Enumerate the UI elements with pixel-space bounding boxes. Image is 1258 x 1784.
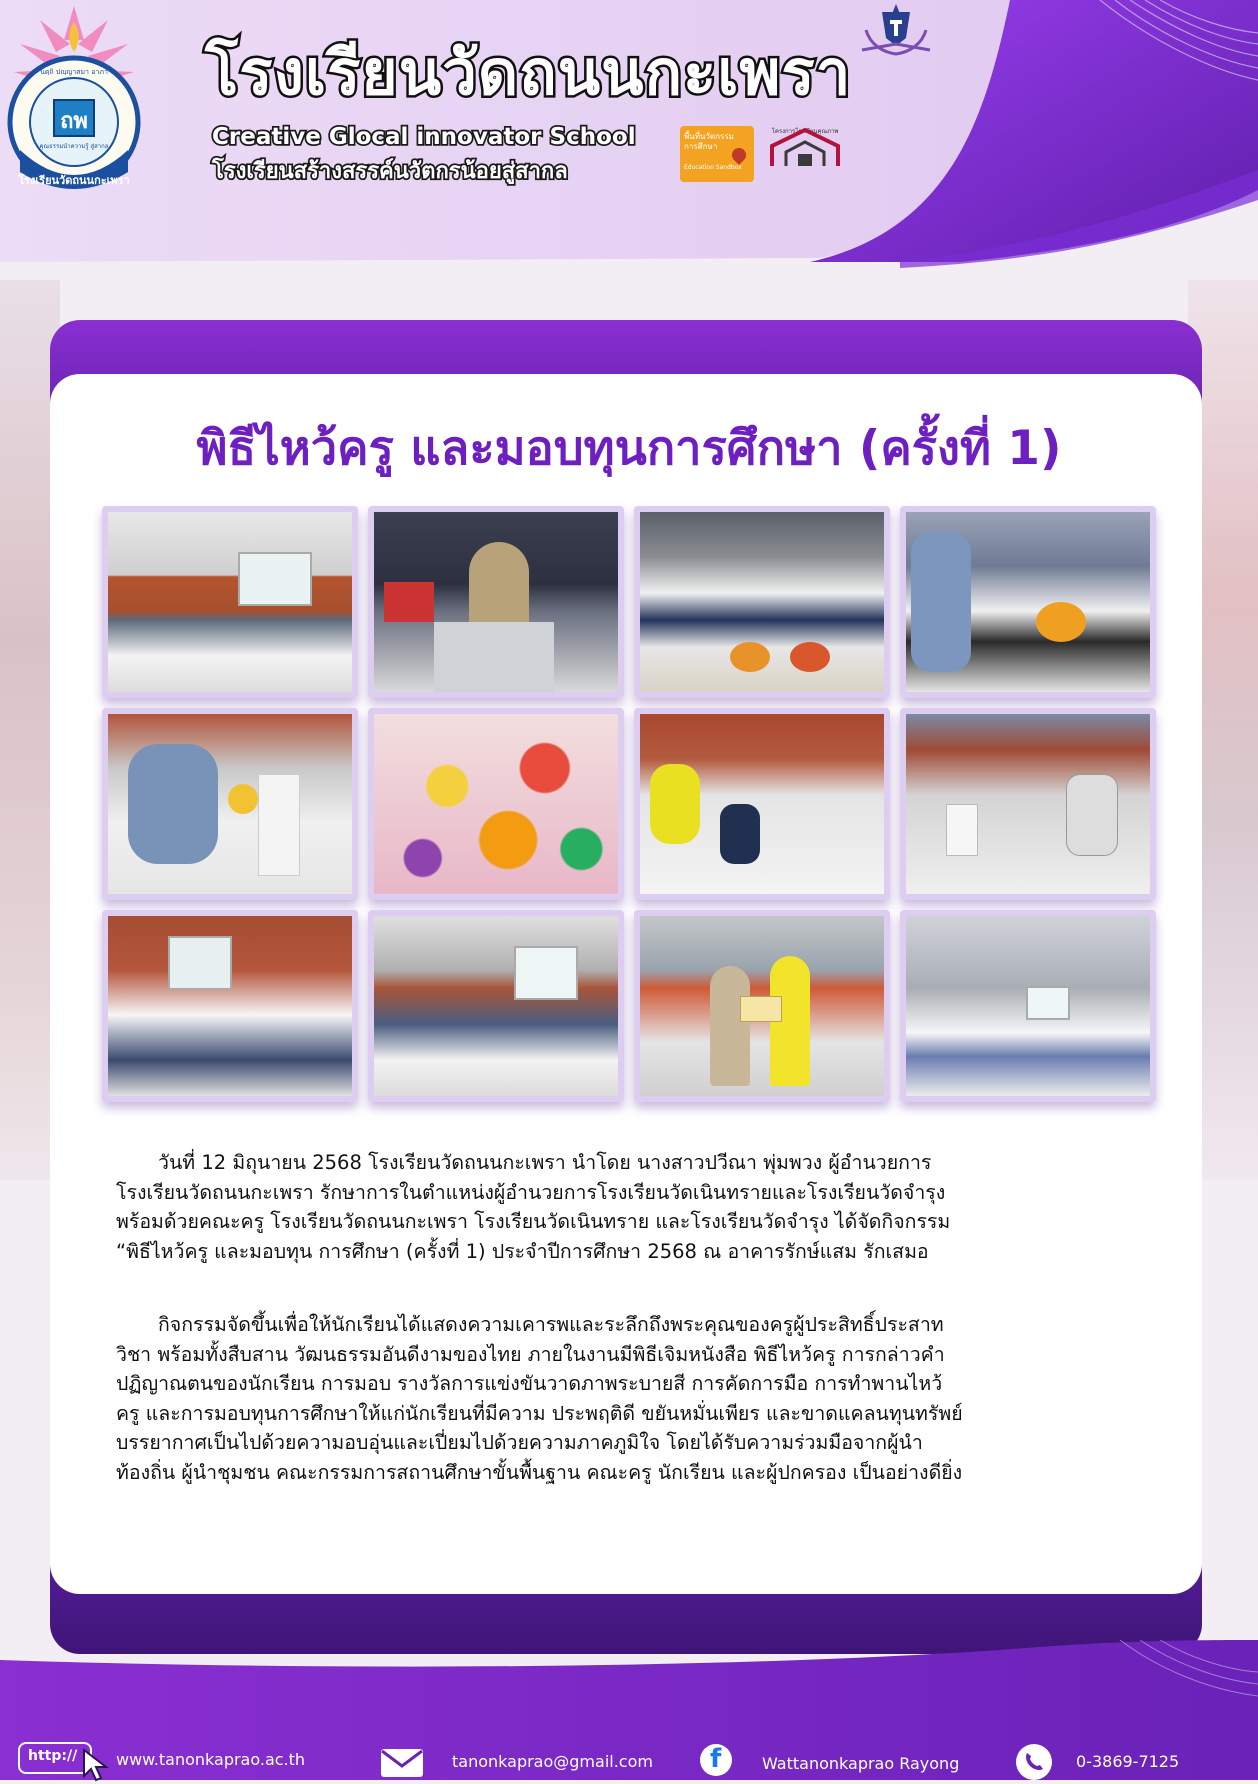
paragraph-line: ปฏิญาณตนของนักเรียน การมอบ รางวัลการแข่งขันวาดภาพระบายสี การคัดการมือ การทำพานไหว้: [116, 1372, 943, 1395]
phone-number: 0-3869-7125: [1076, 1752, 1180, 1771]
quality-school-badge: โครงการโรงเรียนคุณภาพ: [766, 126, 844, 182]
website-link[interactable]: www.tanonkaprao.ac.th: [116, 1750, 306, 1769]
students-bowing-photo: [900, 506, 1156, 698]
school-name: โรงเรียนวัดถนนกะเพรา: [205, 36, 852, 109]
school-logo: [0, 0, 148, 190]
svg-text:ถพ: ถพ: [60, 109, 88, 134]
cursor-icon: [82, 1748, 110, 1784]
paragraph-line: ท้องถิ่น ผู้นำชุมชน คณะกรรมการสถานศึกษาขั้นพื้นฐาน คณะครู นักเรียน และผู้ปกครอง เป็นอย่างดียิ่ง: [116, 1460, 963, 1484]
paragraph-line: บรรยากาศเป็นไปด้วยความอบอุ่นและเปี่ยมไปด้วยความภาคภูมิใจ โดยได้รับความร่วมมือจากผู้นำ: [116, 1431, 923, 1454]
svg-text:โรงเรียนวัดถนนกะเพรา: โรงเรียนวัดถนนกะเพรา: [18, 174, 130, 187]
students-kneeling-photo: [900, 708, 1156, 900]
paragraph-line: โรงเรียนวัดถนนกะเพรา รักษาการในตำแหน่งผู้อำนวยการโรงเรียนวัดเนินทรายและโรงเรียนวัดจำรุง: [116, 1180, 946, 1204]
hall-assembly-photo: [368, 910, 624, 1102]
paragraph-line: พร้อมด้วยคณะครู โรงเรียนวัดถนนกะเพรา โรงเรียนวัดเนินทราย และโรงเรียนวัดจำรุง ได้จัดกิจกรรม: [116, 1210, 951, 1233]
body-paragraph-2: [116, 1310, 1156, 1487]
paragraph-line: กิจกรรมจัดขึ้นเพื่อให้นักเรียนได้แสดงความเคารพและระลึกถึงพระคุณของครูผู้ประสิทธิ์ประสาท: [158, 1313, 944, 1336]
page-title: พิธีไหว้ครู และมอบทุนการศึกษา (ครั้งที่ 1): [196, 421, 1062, 476]
education-crest-badge: [856, 0, 936, 58]
paragraph-line: วิชา พร้อมทั้งสืบสาน วัฒนธรรมอันดีงามของไทย ภายในงานมีพิธีเจิมหนังสือ พิธีไหว้ครู การกล่าวคำ: [116, 1342, 945, 1366]
certificate-presentation-photo: [634, 910, 890, 1102]
speaker-podium-photo: [368, 506, 624, 698]
paragraph-line: “พิธีไหว้ครู และมอบทุน การศึกษา (ครั้งที่ 1) ประจำปีการศึกษา 2568 ณ อาคารรักษ์แสม รักเสมอ: [116, 1239, 929, 1263]
students-lineup-photo: [634, 506, 890, 698]
full-assembly-photo: [900, 910, 1156, 1102]
education-sandbox-badge: พื้นที่นวัตกรรม การศึกษา Education Sandbox: [680, 126, 754, 182]
phone-icon: [1016, 1744, 1052, 1780]
ceremony-hall-photo: [102, 506, 358, 698]
paragraph-line: ครู และการมอบทุนการศึกษาให้แก่นักเรียนที่มีความ ประพฤติดี ขยันหมั่นเพียร และขาดแคลนทุนทรัพย์: [116, 1401, 963, 1425]
paragraph-line: วันที่ 12 มิถุนายน 2568 โรงเรียนวัดถนนกะเพรา นำโดย นางสาวปวีณา พุ่มพวง ผู้อำนวยการ: [158, 1151, 932, 1174]
mail-icon: [380, 1748, 424, 1778]
email-link[interactable]: tanonkaprao@gmail.com: [452, 1752, 653, 1771]
http-box: http://: [18, 1742, 92, 1774]
facebook-link[interactable]: Wattanonkaprao Rayong: [762, 1754, 960, 1773]
footer: [0, 1640, 1258, 1780]
facebook-icon: f: [700, 1744, 732, 1776]
svg-text:นตฺถิ ปญฺญาสมา อาภา: นตฺถิ ปญฺญาสมา อาภา: [40, 68, 108, 76]
school-tagline-th: โรงเรียนสร้างสรรค์นวัตกรน้อยสู่สากล: [212, 159, 568, 184]
body-paragraph-1: [116, 1148, 1156, 1266]
flower-trays-photo: [368, 708, 624, 900]
teacher-receiving-tray-photo: [102, 708, 358, 900]
scholarship-handover-photo: [634, 708, 890, 900]
award-students-photo: [102, 910, 358, 1102]
svg-text:คุณธรรมนำความรู้ สู่สากล: คุณธรรมนำความรู้ สู่สากล: [39, 143, 109, 150]
header: [0, 0, 1258, 270]
school-tagline-en: Creative Glocal innovator School: [212, 124, 636, 150]
